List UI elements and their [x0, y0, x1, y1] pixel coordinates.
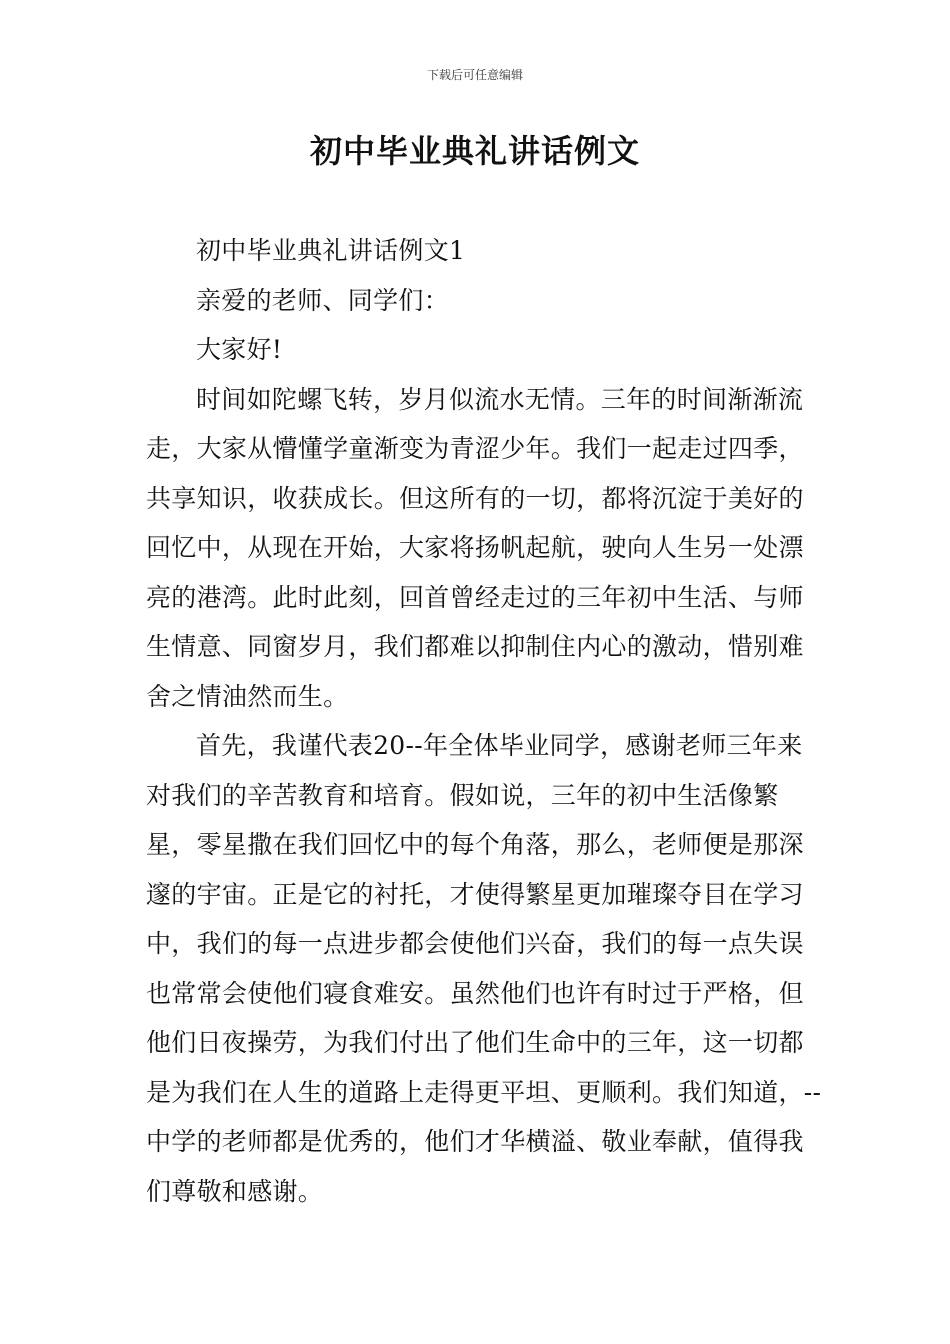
- paragraph-subtitle: 初中毕业典礼讲话例文1: [196, 236, 466, 265]
- header-note: 下载后可任意编辑: [426, 68, 523, 82]
- document-body: [146, 226, 826, 1216]
- paragraph-salutation: 亲爱的老师、同学们：: [196, 285, 450, 315]
- paragraph-body-2: 首先，我谨代表20--年全体毕业同学，感谢老师三年来对我们的辛苦教育和培育。假如说，三年的初中生活像繁星，零星撒在我们回忆中的每个角落，那么，老师便是那深邃的宇宙。正是它的衬托，才使得繁星更加璀璨夺目在学习中，我们的每一点进步都会使他们兴奋，我们的每一点失误也常常会使他们寝食难安。虽然他们也许有时过于严格，但他们日夜操劳，为我们付出了他们生命中的三年，这一切都是为我们在人生的道路上走得更平坦、更顺利。我们知道，--中学的老师都是优秀的，他们才华横溢、敬业奉献，值得我们尊敬和感谢。: [146, 731, 822, 1206]
- document-title: 初中毕业典礼讲话例文: [309, 132, 640, 170]
- paragraph-body-1: 时间如陀螺飞转，岁月似流水无情。三年的时间渐渐流走，大家从懵懂学童渐变为青涩少年。我们一起走过四季，共享知识，收获成长。但这所有的一切，都将沉淀于美好的回忆中，从现在开始，大家将扬帆起航，驶向人生另一处漂亮的港湾。此时此刻，回首曾经走过的三年初中生活、与师生情意、同窗岁月，我们都难以抑制住内心的激动，惜别难舍之情油然而生。: [146, 384, 804, 711]
- paragraph-greeting: 大家好!: [196, 335, 283, 364]
